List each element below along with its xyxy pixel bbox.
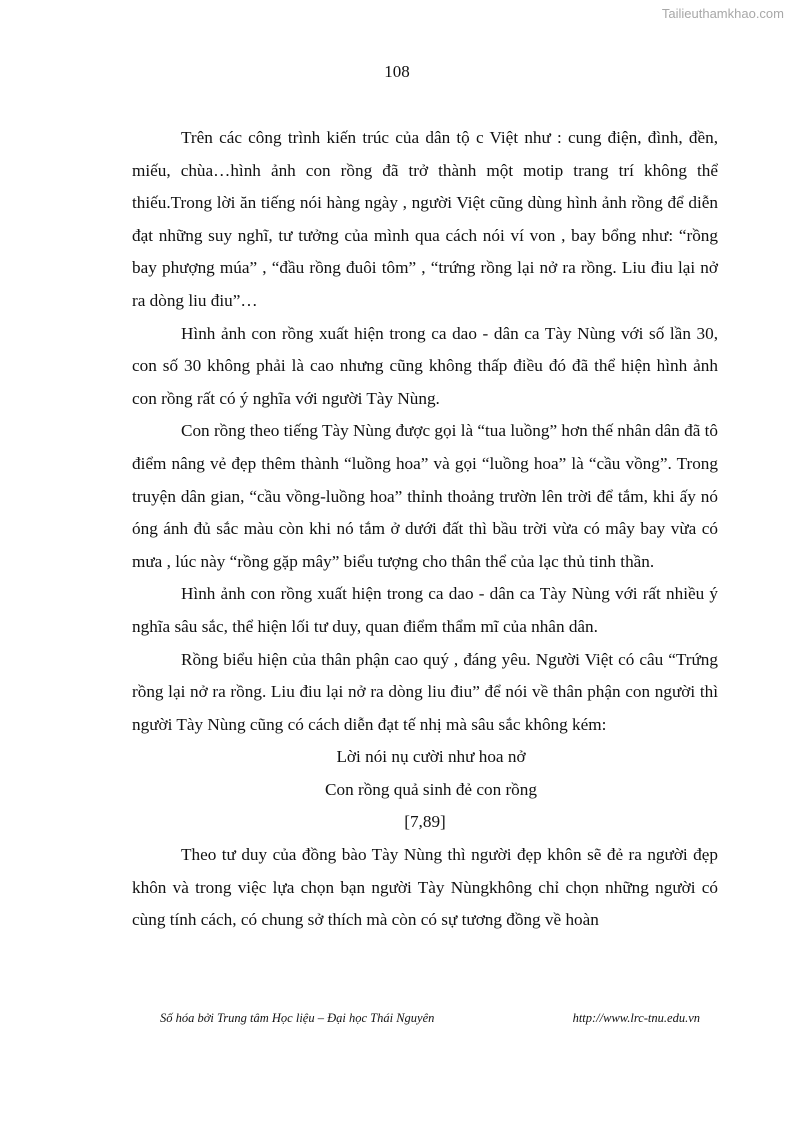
- paragraph-6: Theo tư duy của đồng bào Tày Nùng thì người đẹp khôn sẽ đẻ ra người đẹp khôn và trong việc lựa chọn bạn người Tày Nùngkhông chỉ chọn những người có cùng tính cách, có chung sở thích mà còn có sự tương đồng về hoàn: [132, 845, 718, 930]
- document-body: [132, 122, 718, 937]
- paragraph-2: Hình ảnh con rồng xuất hiện trong ca dao - dân ca Tày Nùng với số lần 30, con số 30 không phải là cao nhưng cũng không thấp điều đó đã thể hiện hình ảnh con rồng rất có ý nghĩa với người Tày Nùng.: [132, 323, 718, 408]
- footer-url: http://www.lrc-tnu.edu.vn: [572, 1011, 700, 1025]
- paragraph-4: Hình ảnh con rồng xuất hiện trong ca dao - dân ca Tày Nùng với rất nhiều ý nghĩa sâu sắc, thể hiện lối tư duy, quan điểm thẩm mĩ của nhân dân.: [132, 584, 718, 636]
- verse-line-1: Lời nói nụ cười như hoa nở: [336, 747, 526, 767]
- citation: [7,89]: [404, 812, 446, 832]
- page-number: 108: [384, 62, 410, 81]
- paragraph-3: Con rồng theo tiếng Tày Nùng được gọi là “tua luồng” hơn thế nhân dân đã tô điểm nâng vẻ đẹp thêm thành “luồng hoa” và gọi “luồng hoa” là “cầu vồng”. Trong truyện dân gian, “cầu vồng-luồng hoa” thỉnh thoảng trườn lên trời để tắm, khi ấy nó óng ánh đủ sắc màu còn khi nó tắm ở dưới đất thì bầu trời vừa có mây bay vừa có mưa , lúc này “rồng gặp mây” biểu tượng cho thân thể của lạc thủ tinh thần.: [132, 421, 718, 571]
- paragraph-1: Trên các công trình kiến trúc của dân tộ c Việt như : cung điện, đình, đền, miếu, chùa…hình ảnh con rồng đã trở thành một motip trang trí không thể thiếu.Trong lời ăn tiếng nói hàng ngày , người Việt cũng dùng hình ảnh rồng để diễn đạt những suy nghĩ, tư tưởng của mình qua cách nói ví von , bay bổng như: “rồng bay phượng múa” , “đầu rồng đuôi tôm” , “trứng rồng lại nở ra rồng. Liu điu lại nở ra dòng liu điu”…: [132, 128, 718, 310]
- paragraph-5: Rồng biểu hiện của thân phận cao quý , đáng yêu. Người Việt có câu “Trứng rồng lại nở ra rồng. Liu điu lại nở ra dòng liu điu” để nói về thân phận con người thì người Tày Nùng cũng có cách diễn đạt tế nhị mà sâu sắc không kém:: [132, 649, 718, 734]
- verse-line-2: Con rồng quả sinh đẻ con rồng: [325, 779, 537, 799]
- watermark-text: Tailieuthamkhao.com: [661, 6, 784, 21]
- page-footer: [160, 1011, 700, 1026]
- footer-source: Số hóa bởi Trung tâm Học liệu – Đại học Thái Nguyên: [160, 1011, 435, 1025]
